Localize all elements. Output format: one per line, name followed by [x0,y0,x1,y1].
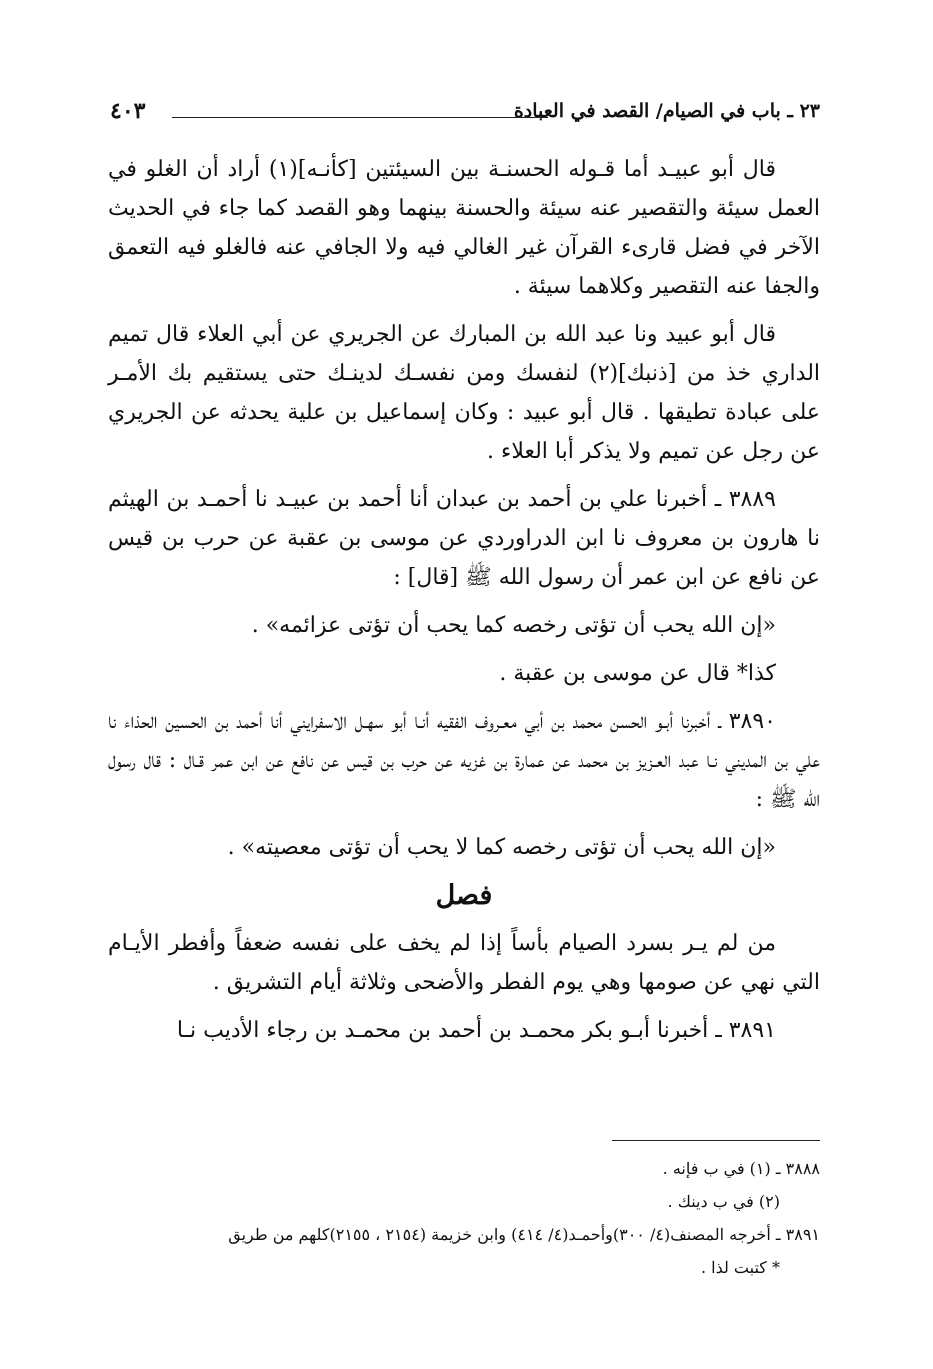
paragraph-1: قال أبو عبيـد أما قـوله الحسنـة بين السيئتين [كأنـه](١) أراد أن الغلو في العمل سيئة والتقصير عنه سيئة والحسنة بينهما وهو القصد كما جاء في الحديث الآخر في فضل قارىء القرآن غير الغالي فيه ولا الجافي عنه فالغلو فيه التعمق والجفا عنه التقصير وكلاهما سيئة . [108,157,820,299]
main-text [108,150,820,1059]
footnote-divider [612,1140,820,1141]
hadith-quote-1: «إن الله يحب أن تؤتى رخصه كما يحب أن تؤتى عزائمه» . [251,613,776,638]
header-rule [172,117,548,118]
running-header [110,96,820,136]
paragraph-2: قال أبو عبيد ونا عبد الله بن المبارك عن الجريري عن أبي العلاء قال تميم الداري خذ من [ذنبك](٢) لنفسك ومن نفسـك لدينـك حتى يستقيم بك الأمـر على عبادة تطيقها . قال أبو عبيد : وكان إسماعيل بن علية يحدثه عن الجريري عن رجل عن تميم ولا يذكر أبا العلاء . [108,322,821,464]
page-number: ٤٠٣ [110,98,146,124]
footnote-3: ٣٨٩١ ـ أخرجه المصنف(٤/ ٣٠٠)وأحمـد(٤/ ٤١٤) وابن خزيمة (٢١٥٤ ، ٢١٥٥)كلهم من طريق [228,1225,820,1244]
hadith-3890: ٣٨٩٠ ـ أخبرنا أبـو الحسن محمد بن أبي معـروف الفقيه أنـا أبو سهـل الاسفرايني أنا أحمد بن الحسين الحذاء نا علي بن المديني نـا عبد العـزيز بن محمد عن عمارة بن غزيه عن حرب بن قيس عن نافع عن ابن عمر قـال : قال رسول الله ﷺ : [108,709,820,812]
hadith-3889: ٣٨٨٩ ـ أخبرنا علي بن أحمد بن عبدان أنا أحمد بن عبيـد نا أحمـد بن الهيثم نا هارون بن معروف نا ابن الدراوردي عن موسى بن عقبة عن حرب بن قيس عن نافع عن ابن عمر أن رسول الله ﷺ [قال] : [108,487,820,590]
footnote-1: ٣٨٨٨ ـ (١) في ب فإنه . [662,1159,820,1178]
footnote-4: * كتبت لذا . [700,1258,780,1277]
hadith-3891: ٣٨٩١ ـ أخبرنا أبـو بكر محمـد بن أحمد بن محمـد بن رجاء الأديب نـا [176,1018,776,1043]
section-heading: فصل [435,880,493,911]
hadith-quote-2: «إن الله يحب أن تؤتى رخصه كما لا يحب أن تؤتى معصيته» . [227,835,776,860]
paragraph-fasl: من لم يـر بسرد الصيام بأساً إذا لم يخف على نفسه ضعفاً وأفطر الأيـام التي نهي عن صومها وهي يوم الفطر والأضحى وثلاثة أيام التشريق . [108,931,820,995]
footnote-2: (٢) في ب دينك . [667,1192,780,1211]
footnotes [108,1152,820,1284]
narrator-note: كذا* قال عن موسى بن عقبة . [499,661,776,686]
chapter-title: ٢٣ ـ باب في الصيام/ القصد في العبادة [513,100,820,122]
